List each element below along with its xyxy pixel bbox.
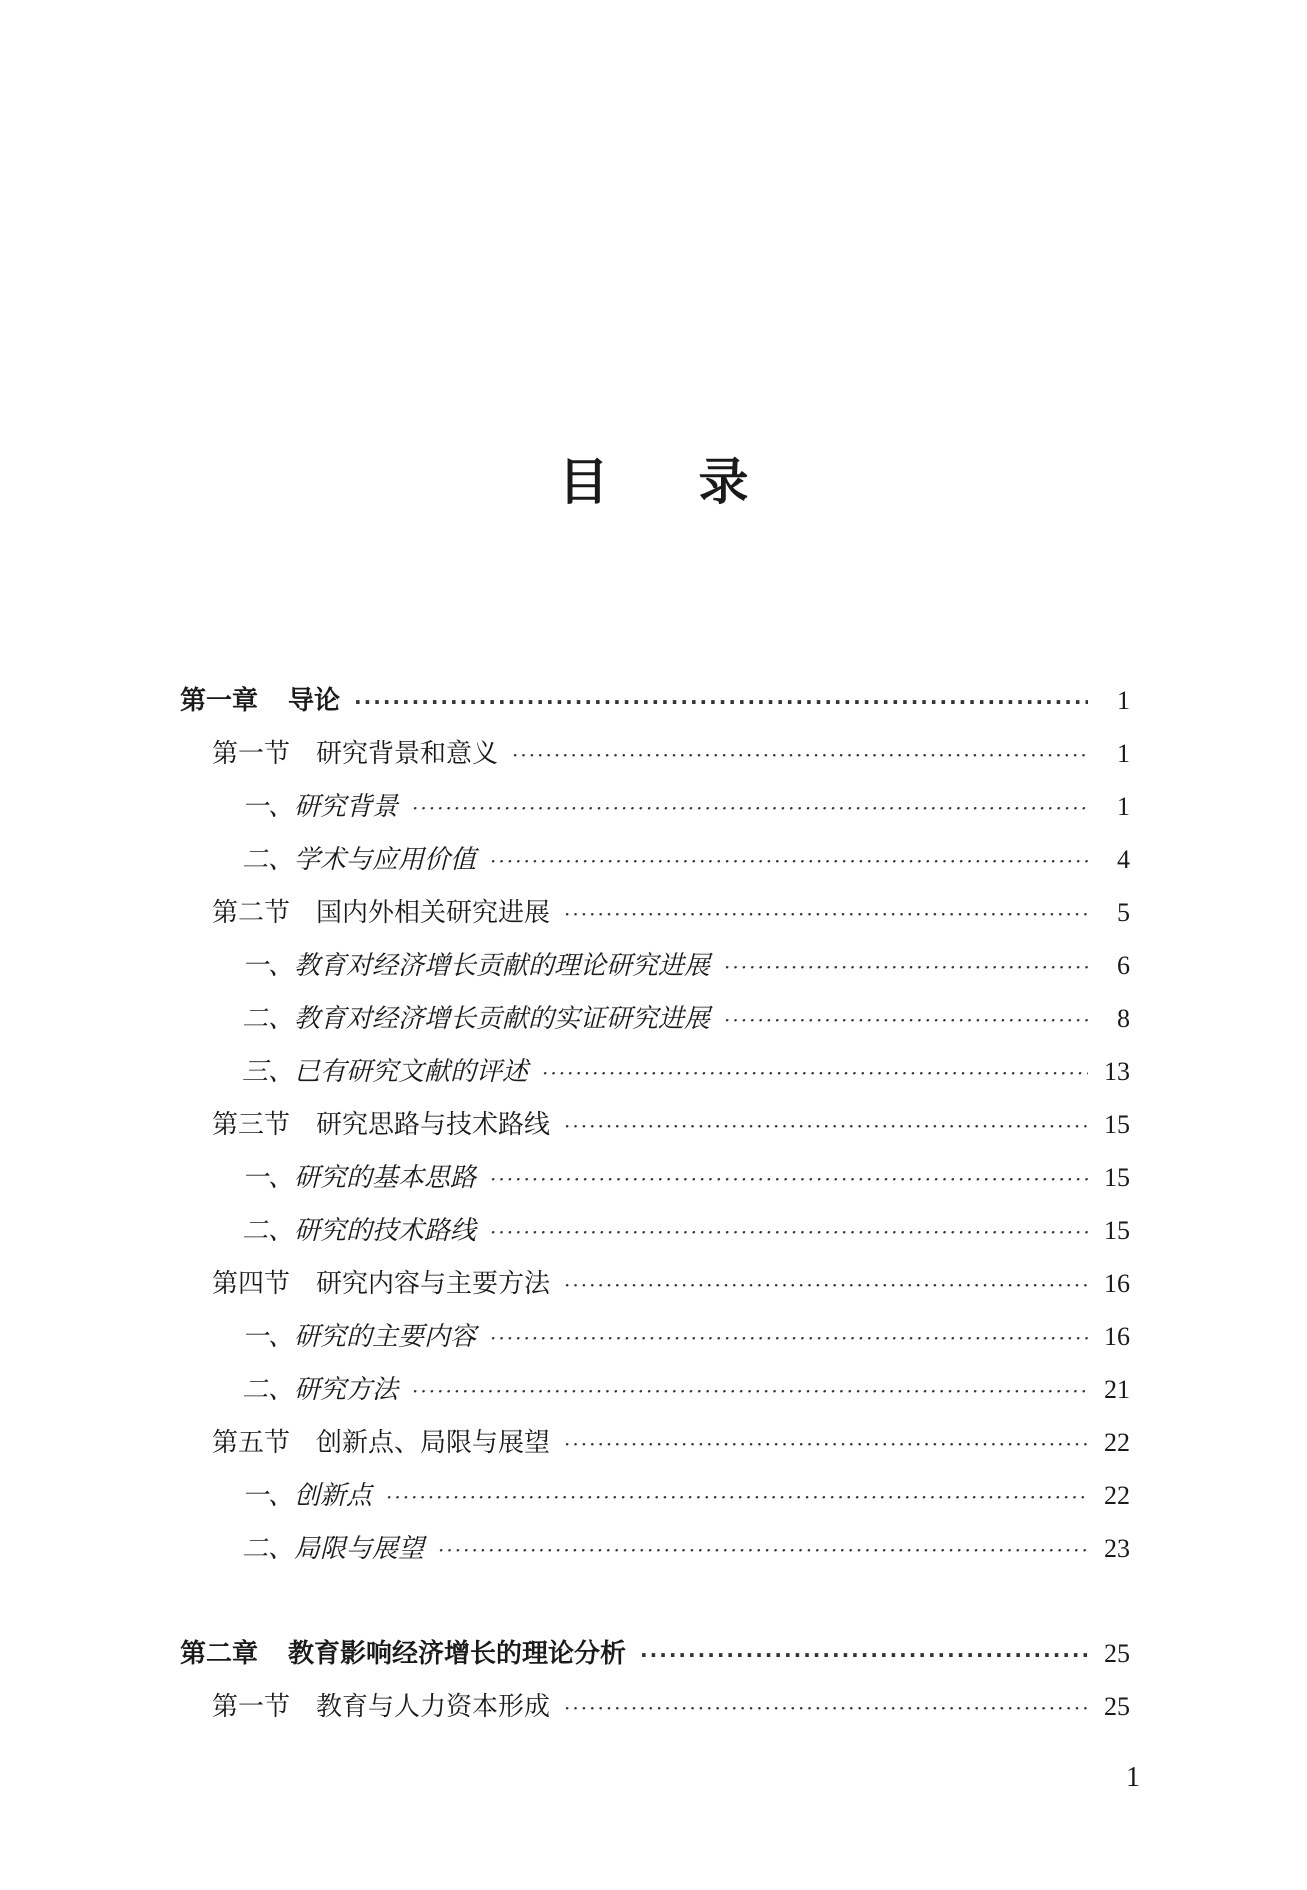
page-number: 1 xyxy=(1126,1762,1140,1793)
toc-entry-number: 第三节 xyxy=(212,1110,291,1140)
toc-entry-text: 教育影响经济增长的理论分析 xyxy=(288,1639,627,1669)
toc-entry-label xyxy=(242,940,724,993)
toc-entry-text: 一、创新点 xyxy=(242,1481,373,1511)
toc-entry-item[interactable] xyxy=(180,939,1130,992)
toc-entry-item[interactable] xyxy=(180,833,1130,886)
toc-entry-text: 二、局限与展望 xyxy=(242,1534,425,1564)
toc-entry-item[interactable] xyxy=(180,780,1130,833)
toc-entry-text: 三、已有研究文献的评述 xyxy=(242,1057,529,1087)
dot-leader xyxy=(640,1629,1088,1682)
toc-entry-label xyxy=(242,834,490,887)
dot-leader xyxy=(512,729,1088,782)
toc-entry-page: 1 xyxy=(1117,686,1130,715)
toc-entry-label xyxy=(212,1417,564,1470)
toc-entry-label xyxy=(242,1364,412,1417)
toc-entry-label xyxy=(212,887,564,940)
toc-entry-label xyxy=(242,1523,438,1576)
toc-entry-label xyxy=(180,1628,640,1681)
dot-leader xyxy=(490,1312,1088,1365)
toc-entry-page: 8 xyxy=(1117,1004,1130,1033)
dot-leader xyxy=(490,1153,1088,1206)
toc-entry-section[interactable] xyxy=(180,886,1130,939)
dot-leader xyxy=(490,835,1088,888)
dot-leader xyxy=(724,994,1088,1047)
toc-entry-label xyxy=(242,1470,386,1523)
toc-entry-number: 第二章 xyxy=(180,1639,259,1669)
dot-leader xyxy=(724,941,1088,994)
dot-leader xyxy=(354,676,1088,729)
toc-entry-item[interactable] xyxy=(180,1522,1130,1575)
toc-entry-text: 二、研究的技术路线 xyxy=(242,1216,477,1246)
toc-entry-label xyxy=(242,1152,490,1205)
toc-entry-label xyxy=(242,993,724,1046)
toc-entry-label xyxy=(212,1258,564,1311)
toc-entry-number: 第一节 xyxy=(212,739,291,769)
dot-leader xyxy=(490,1206,1088,1259)
toc-entry-label xyxy=(180,675,354,728)
toc-entry-chapter[interactable] xyxy=(180,674,1130,727)
toc-entry-item[interactable] xyxy=(180,1469,1130,1522)
toc-entry-text: 创新点、局限与展望 xyxy=(316,1428,551,1458)
toc-entry-page: 16 xyxy=(1104,1269,1130,1298)
toc-entry-text: 二、研究方法 xyxy=(242,1375,399,1405)
toc-entry-item[interactable] xyxy=(180,1363,1130,1416)
toc-entry-label xyxy=(242,1205,490,1258)
dot-leader xyxy=(542,1047,1088,1100)
toc-entry-section[interactable] xyxy=(180,1680,1130,1733)
toc-entry-label xyxy=(242,1046,542,1099)
table-of-contents xyxy=(180,674,1130,1733)
toc-entry-number: 第二节 xyxy=(212,898,291,928)
toc-entry-page: 4 xyxy=(1117,845,1130,874)
toc-entry-number: 第五节 xyxy=(212,1428,291,1458)
dot-leader xyxy=(564,888,1088,941)
toc-entry-page: 1 xyxy=(1117,792,1130,821)
toc-entry-page: 22 xyxy=(1104,1481,1130,1510)
toc-entry-section[interactable] xyxy=(180,1098,1130,1151)
toc-entry-section[interactable] xyxy=(180,1257,1130,1310)
dot-leader xyxy=(564,1100,1088,1153)
dot-leader xyxy=(412,1365,1088,1418)
toc-entry-page: 21 xyxy=(1104,1375,1130,1404)
page-title: 目录 xyxy=(558,453,839,511)
dot-leader xyxy=(564,1682,1088,1735)
toc-entry-text: 导论 xyxy=(288,686,341,716)
toc-entry-text: 研究思路与技术路线 xyxy=(316,1110,551,1140)
toc-entry-label xyxy=(212,1681,564,1734)
toc-entry-text: 一、研究的基本思路 xyxy=(242,1163,477,1193)
toc-entry-page: 1 xyxy=(1117,739,1130,768)
toc-entry-number: 第一章 xyxy=(180,686,259,716)
toc-entry-text: 二、学术与应用价值 xyxy=(242,845,477,875)
dot-leader xyxy=(386,1471,1088,1524)
chapter-gap xyxy=(180,1575,1130,1627)
toc-entry-item[interactable] xyxy=(180,1310,1130,1363)
toc-entry-section[interactable] xyxy=(180,727,1130,780)
toc-entry-page: 15 xyxy=(1104,1216,1130,1245)
toc-entry-text: 研究背景和意义 xyxy=(316,739,499,769)
toc-entry-text: 一、研究的主要内容 xyxy=(242,1322,477,1352)
toc-entry-text: 一、教育对经济增长贡献的理论研究进展 xyxy=(242,951,711,981)
toc-entry-text: 研究内容与主要方法 xyxy=(316,1269,551,1299)
toc-entry-item[interactable] xyxy=(180,1151,1130,1204)
toc-entry-page: 25 xyxy=(1104,1639,1130,1668)
toc-entry-page: 5 xyxy=(1117,898,1130,927)
toc-entry-label xyxy=(242,781,412,834)
toc-entry-number: 第一节 xyxy=(212,1692,291,1722)
toc-entry-page: 13 xyxy=(1104,1057,1130,1086)
toc-entry-page: 16 xyxy=(1104,1322,1130,1351)
toc-entry-item[interactable] xyxy=(180,992,1130,1045)
toc-entry-text: 国内外相关研究进展 xyxy=(316,898,551,928)
toc-entry-text: 一、研究背景 xyxy=(242,792,399,822)
toc-entry-label xyxy=(212,728,512,781)
toc-entry-page: 25 xyxy=(1104,1692,1130,1721)
dot-leader xyxy=(564,1259,1088,1312)
dot-leader xyxy=(412,782,1088,835)
toc-entry-text: 二、教育对经济增长贡献的实证研究进展 xyxy=(242,1004,711,1034)
toc-entry-page: 15 xyxy=(1104,1163,1130,1192)
toc-entry-number: 第四节 xyxy=(212,1269,291,1299)
toc-entry-text: 教育与人力资本形成 xyxy=(316,1692,551,1722)
toc-entry-item[interactable] xyxy=(180,1045,1130,1098)
toc-entry-item[interactable] xyxy=(180,1204,1130,1257)
toc-entry-page: 22 xyxy=(1104,1428,1130,1457)
toc-entry-section[interactable] xyxy=(180,1416,1130,1469)
dot-leader xyxy=(438,1524,1088,1577)
toc-entry-chapter[interactable] xyxy=(180,1627,1130,1680)
toc-entry-page: 6 xyxy=(1117,951,1130,980)
toc-entry-label xyxy=(242,1311,490,1364)
toc-entry-label xyxy=(212,1099,564,1152)
dot-leader xyxy=(564,1418,1088,1471)
toc-entry-page: 23 xyxy=(1104,1534,1130,1563)
toc-entry-page: 15 xyxy=(1104,1110,1130,1139)
